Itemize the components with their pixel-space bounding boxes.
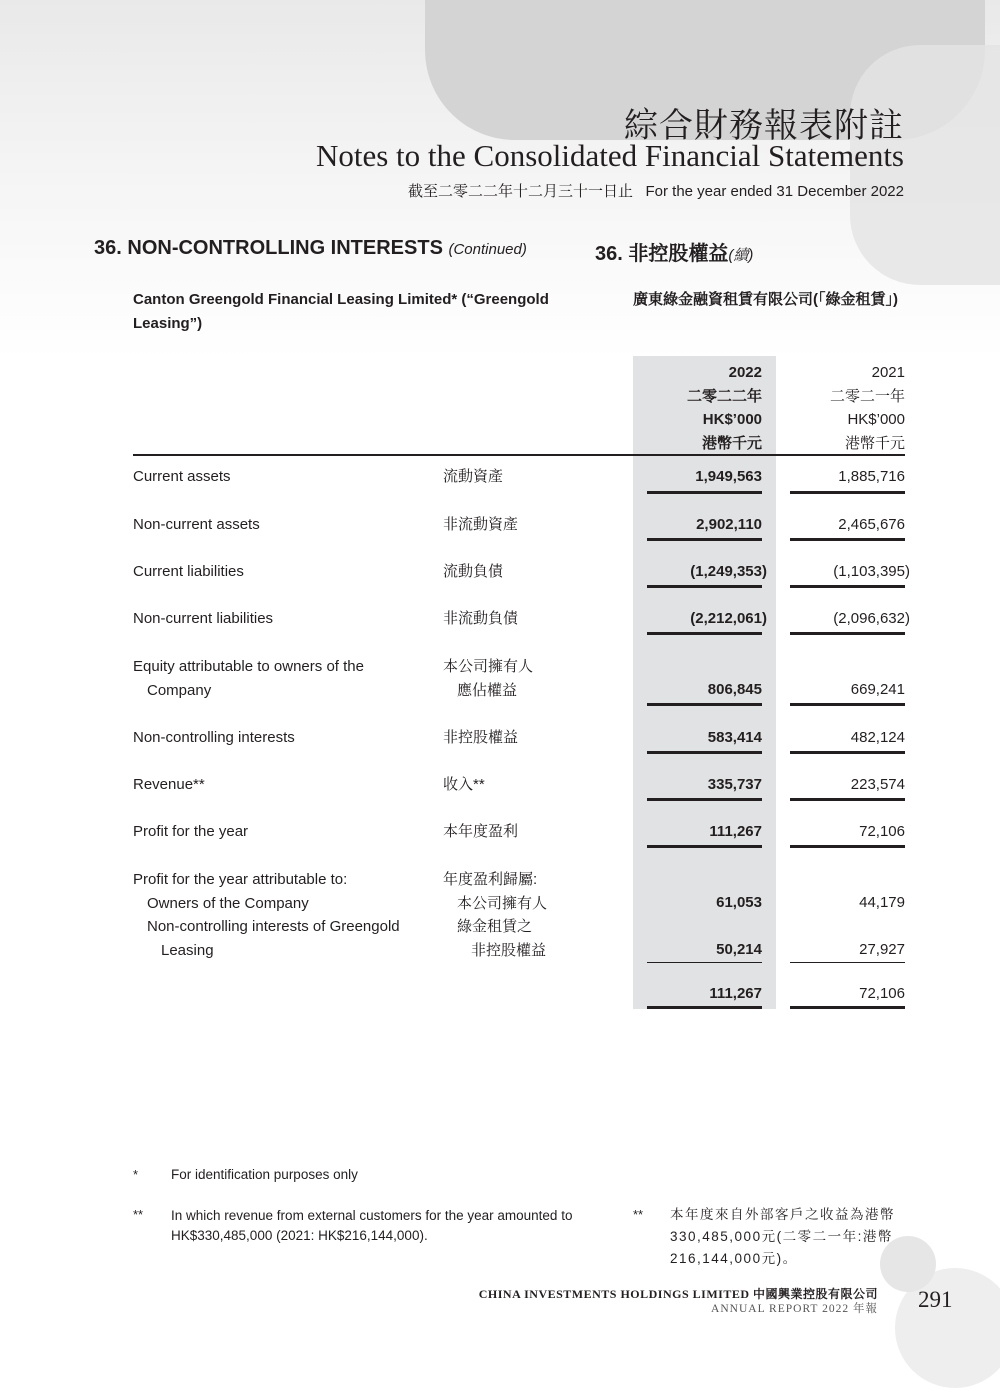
footnote-mark-dstar-zh: **: [633, 1207, 644, 1222]
value-equity-2022: 806,845: [707, 681, 762, 698]
value-non-current-liabilities-2022: (2,212,061): [690, 610, 767, 627]
row-label-revenue-zh: 收入**: [443, 776, 485, 793]
underline: [647, 798, 762, 801]
footnote-dstar-text-en: In which revenue from external customers for the year amounted to HK$330,485,000 (2021: HK$216,144,000).: [171, 1208, 573, 1243]
column-unit: HK$’000: [847, 411, 905, 428]
value-nci-greengold-2022: 50,214: [716, 941, 762, 958]
value-revenue-2021: 223,574: [850, 776, 905, 793]
row-label-nci-greengold-line2: Leasing: [161, 941, 214, 959]
value-owners-2021: 44,179: [859, 894, 905, 911]
row-label-revenue: Revenue**: [133, 776, 205, 793]
value-profit-attr-total-2022: 111,267: [709, 985, 762, 1002]
column-year: 2022: [728, 364, 762, 381]
underline: [647, 703, 762, 706]
row-label-nci-greengold-line1: Non-controlling interests of Greengold: [147, 918, 400, 935]
underline: [790, 538, 905, 541]
underline: [647, 751, 762, 754]
section-heading-en: [94, 237, 527, 260]
column-header-2022: [633, 361, 762, 455]
footer-report: ANNUAL REPORT 2022 年報: [711, 1303, 878, 1315]
row-label-equity: [133, 655, 364, 702]
underline: [647, 538, 762, 541]
row-label-equity-line1: Equity attributable to owners of the: [133, 658, 364, 675]
value-current-assets-2022: 1,949,563: [695, 468, 762, 485]
value-non-current-assets-2022: 2,902,110: [696, 516, 762, 533]
underline: [647, 585, 762, 588]
value-revenue-2022: 335,737: [707, 776, 762, 793]
column-year-zh: 二零二二年: [686, 387, 762, 405]
footnote-mark-dstar: **: [133, 1207, 144, 1222]
footnote-dstar-text-zh: 本年度來自外部客戶之收益為港幣330,485,000元(二零二一年:港幣216,144,000元)。: [670, 1207, 895, 1266]
row-label-nci-zh: 非控股權益: [443, 729, 519, 746]
column-unit: HK$’000: [702, 411, 762, 428]
row-label-profit-attributable-heading: Profit for the year attributable to:: [133, 871, 348, 888]
section-continued-en: (Continued): [448, 241, 527, 258]
table-header-rule: [133, 454, 905, 456]
page-number: 291: [918, 1287, 953, 1312]
underline: [647, 845, 762, 848]
underline: [790, 491, 905, 494]
section-number-en: 36.: [94, 237, 122, 259]
subtotal-rule: [790, 962, 905, 963]
footnote-mark-star: *: [133, 1167, 139, 1182]
value-equity-2021: 669,241: [850, 681, 905, 698]
section-title-en: NON-CONTROLLING INTERESTS: [127, 237, 443, 259]
page-title-zh: 綜合財務報表附註: [624, 106, 904, 146]
section-heading-zh: [595, 237, 753, 266]
value-non-current-liabilities-2021: (2,096,632): [833, 610, 910, 627]
value-non-current-assets-2021: 2,465,676: [838, 516, 905, 533]
footnote-star-text: For identification purposes only: [171, 1167, 358, 1182]
page-title-en: Notes to the Consolidated Financial Statements: [315, 138, 904, 173]
value-nci-2022: 583,414: [707, 729, 762, 746]
row-label-nci-greengold-zh-line2: 非控股權益: [471, 941, 547, 959]
row-label-profit-zh: 本年度盈利: [443, 823, 519, 840]
underline: [790, 585, 905, 588]
value-current-liabilities-2022: (1,249,353): [690, 563, 767, 580]
row-label-owners-zh: 本公司擁有人: [457, 894, 548, 912]
row-label-nci: Non-controlling interests: [133, 729, 295, 746]
underline: [790, 632, 905, 635]
section-title-zh: 非控股權益: [628, 243, 729, 265]
value-nci-greengold-2021: 27,927: [859, 941, 905, 958]
subsidiary-name-zh: 廣東綠金融資租賃有限公司(「綠金租賃」): [633, 291, 898, 308]
underline: [790, 751, 905, 754]
page-subtitle-en: For the year ended 31 December 2022: [645, 183, 904, 200]
row-label-profit-attributable-zh: [443, 868, 547, 962]
underline: [647, 632, 762, 635]
underline: [790, 1006, 905, 1009]
value-owners-2022: 61,053: [716, 894, 762, 911]
column-year-zh: 二零二一年: [829, 387, 905, 405]
underline: [647, 1006, 762, 1009]
column-unit-zh: 港幣千元: [844, 434, 905, 452]
column-year: 2021: [871, 364, 905, 381]
section-number-zh: 36.: [595, 243, 623, 265]
underline: [647, 491, 762, 494]
row-label-equity-zh-line1: 本公司擁有人: [443, 658, 534, 675]
row-label-owners: Owners of the Company: [147, 894, 309, 912]
value-profit-2021: 72,106: [859, 823, 905, 840]
row-label-current-liabilities: Current liabilities: [133, 563, 244, 580]
row-label-profit-attributable: [133, 868, 400, 962]
row-label-non-current-liabilities: Non-current liabilities: [133, 610, 274, 627]
row-label-profit-attributable-heading-zh: 年度盈利歸屬:: [443, 871, 538, 888]
row-label-current-liabilities-zh: 流動負債: [443, 563, 504, 580]
row-label-non-current-assets-zh: 非流動資產: [443, 516, 519, 533]
underline: [790, 845, 905, 848]
value-current-assets-2021: 1,885,716: [838, 468, 905, 485]
row-label-equity-line2: Company: [147, 681, 212, 699]
subtotal-rule: [647, 962, 762, 963]
page-subtitle-zh: 截至二零二二年十二月三十一日止: [407, 183, 633, 200]
row-label-nci-greengold-zh-line1: 綠金租賃之: [457, 918, 533, 935]
row-label-equity-zh-line2: 應佔權益: [457, 681, 518, 699]
row-label-non-current-assets: Non-current assets: [133, 516, 260, 533]
row-label-profit: Profit for the year: [133, 823, 249, 840]
value-profit-attr-total-2021: 72,106: [859, 985, 905, 1002]
footer-company: CHINA INVESTMENTS HOLDINGS LIMITED 中國興業控股有限公司: [478, 1287, 878, 1301]
row-label-non-current-liabilities-zh: 非流動負債: [443, 610, 519, 627]
row-label-equity-zh: [443, 655, 533, 702]
underline: [790, 798, 905, 801]
subsidiary-name-en: Canton Greengold Financial Leasing Limited* (“Greengold Leasing”): [133, 291, 549, 332]
row-label-current-assets: Current assets: [133, 468, 231, 485]
value-current-liabilities-2021: (1,103,395): [833, 563, 910, 580]
value-nci-2021: 482,124: [850, 729, 905, 746]
column-header-2021: [776, 361, 905, 455]
row-label-current-assets-zh: 流動資產: [443, 468, 504, 485]
section-continued-zh: (續): [728, 247, 754, 264]
value-profit-2022: 111,267: [709, 823, 762, 840]
underline: [790, 703, 905, 706]
column-unit-zh: 港幣千元: [701, 434, 762, 452]
page-subtitle: [408, 180, 904, 201]
